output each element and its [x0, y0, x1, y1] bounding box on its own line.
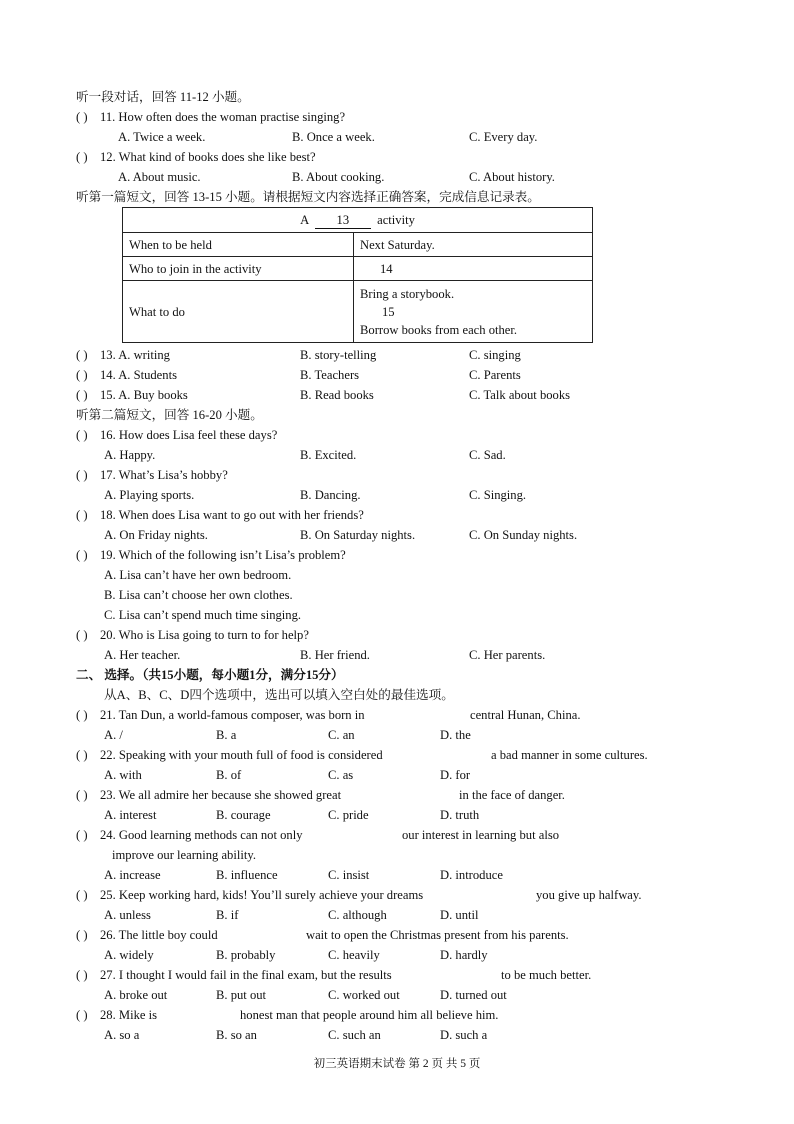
question-27-stem-end: to be much better. — [501, 968, 592, 982]
option-c: C. insist — [328, 868, 370, 882]
answer-bracket[interactable]: ( ) — [76, 368, 88, 382]
option-d: D. hardly — [440, 948, 488, 962]
option-c: C. singing — [469, 348, 521, 362]
section-heading-16-20: 听第二篇短文，回答 16-20 小题。 — [76, 408, 263, 422]
answer-bracket[interactable]: ( ) — [76, 928, 88, 942]
question-28-stem-end: honest man that people around him all believe him. — [240, 1008, 499, 1022]
question-23-stem-end: in the face of danger. — [459, 788, 565, 802]
answer-bracket[interactable]: ( ) — [76, 788, 88, 802]
option-d: D. such a — [440, 1028, 488, 1042]
question-21-stem: 21. Tan Dun, a world-famous composer, was born in — [100, 708, 365, 722]
table-line: Borrow books from each other. — [360, 322, 518, 337]
title-text: A — [300, 213, 309, 227]
option-c: C. an — [328, 728, 355, 742]
table-value: Next Saturday. — [354, 233, 593, 257]
option-b: B. influence — [216, 868, 278, 882]
blank-15: 15 — [382, 304, 395, 319]
option-a: A. On Friday nights. — [104, 528, 208, 542]
answer-bracket[interactable]: ( ) — [76, 1008, 88, 1022]
title-text: activity — [377, 213, 415, 227]
option-b: B. so an — [216, 1028, 257, 1042]
option-b: B. if — [216, 908, 239, 922]
option-d: D. introduce — [440, 868, 503, 882]
answer-bracket[interactable]: ( ) — [76, 708, 88, 722]
option-a: A. unless — [104, 908, 151, 922]
question-13-stem: 13. A. writing — [100, 348, 170, 362]
answer-bracket[interactable]: ( ) — [76, 150, 88, 164]
table-line: Bring a storybook. — [360, 286, 455, 301]
option-b: B. courage — [216, 808, 271, 822]
part-2-instruction: 从A、B、C、D四个选项中，选出可以填入空白处的最佳选项。 — [104, 688, 454, 702]
option-b: B. probably — [216, 948, 276, 962]
option-b: B. Teachers — [300, 368, 360, 382]
option-a: A. Happy. — [104, 448, 156, 462]
option-d: D. truth — [440, 808, 480, 822]
option-c: C. On Sunday nights. — [469, 528, 578, 542]
answer-bracket[interactable]: ( ) — [76, 388, 88, 402]
table-label: What to do — [123, 281, 354, 343]
option-a: A. interest — [104, 808, 157, 822]
option-c: C. as — [328, 768, 354, 782]
blank-14: 14 — [354, 257, 593, 281]
question-24-stem: 24. Good learning methods can not only — [100, 828, 303, 842]
option-a: A. Lisa can’t have her own bedroom. — [104, 568, 292, 582]
option-c: C. such an — [328, 1028, 381, 1042]
answer-bracket[interactable]: ( ) — [76, 110, 88, 124]
question-25-stem: 25. Keep working hard, kids! You’ll surely achieve your dreams — [100, 888, 424, 902]
part-2-heading: 二、 选择。（共15小题，每小题1分，满分15分） — [76, 668, 344, 682]
option-a: A. widely — [104, 948, 154, 962]
option-d: D. turned out — [440, 988, 507, 1002]
answer-bracket[interactable]: ( ) — [76, 628, 88, 642]
question-16-stem: 16. How does Lisa feel these days? — [100, 428, 278, 442]
option-c: C. Singing. — [469, 488, 527, 502]
question-15-stem: 15. A. Buy books — [100, 388, 188, 402]
option-b: B. Her friend. — [300, 648, 370, 662]
table-value-multiline — [354, 281, 593, 343]
option-b: B. a — [216, 728, 237, 742]
answer-bracket[interactable]: ( ) — [76, 348, 88, 362]
option-b: B. Read books — [300, 388, 374, 402]
option-a: A. so a — [104, 1028, 140, 1042]
section-heading-11-12: 听一段对话，回答 11-12 小题。 — [76, 90, 250, 104]
option-c: C. pride — [328, 808, 369, 822]
answer-bracket[interactable]: ( ) — [76, 888, 88, 902]
option-c: C. although — [328, 908, 387, 922]
option-b: B. Once a week. — [292, 130, 375, 144]
question-22-stem: 22. Speaking with your mouth full of food is considered — [100, 748, 383, 762]
section-heading-13-15: 听第一篇短文，回答 13-15 小题。请根据短文内容选择正确答案，完成信息记录表。 — [76, 190, 540, 204]
question-23-stem: 23. We all admire her because she showed great — [100, 788, 342, 802]
question-11-stem: 11. How often does the woman practise singing? — [100, 110, 346, 124]
answer-bracket[interactable]: ( ) — [76, 468, 88, 482]
option-d: D. for — [440, 768, 471, 782]
option-a: A. / — [104, 728, 123, 742]
blank-13: 13 — [315, 213, 371, 229]
question-24-stem-cont: improve our learning ability. — [112, 848, 256, 862]
option-c: C. Parents — [469, 368, 521, 382]
question-28-stem: 28. Mike is — [100, 1008, 158, 1022]
option-c: C. heavily — [328, 948, 380, 962]
question-18-stem: 18. When does Lisa want to go out with her friends? — [100, 508, 364, 522]
question-12-stem: 12. What kind of books does she like best? — [100, 150, 316, 164]
option-a: A. broke out — [104, 988, 168, 1002]
option-c: C. Talk about books — [469, 388, 571, 402]
question-17-stem: 17. What’s Lisa’s hobby? — [100, 468, 228, 482]
question-14-stem: 14. A. Students — [100, 368, 177, 382]
question-27-stem: 27. I thought I would fail in the final exam, but the results — [100, 968, 392, 982]
option-c: C. Her parents. — [469, 648, 546, 662]
option-b: B. story-telling — [300, 348, 377, 362]
option-a: A. Twice a week. — [118, 130, 206, 144]
page-footer: 初三英语期末试卷 第 2 页 共 5 页 — [313, 1058, 481, 1070]
question-24-stem-end: our interest in learning but also — [402, 828, 560, 842]
question-25-stem-end: you give up halfway. — [536, 888, 642, 902]
answer-bracket[interactable]: ( ) — [76, 748, 88, 762]
option-b: B. About cooking. — [292, 170, 385, 184]
option-b: B. put out — [216, 988, 267, 1002]
option-d: D. the — [440, 728, 471, 742]
option-a: A. Her teacher. — [104, 648, 181, 662]
option-d: D. until — [440, 908, 479, 922]
option-a: A. increase — [104, 868, 161, 882]
option-b: B. Excited. — [300, 448, 357, 462]
info-record-table — [122, 207, 593, 343]
table-label: Who to join in the activity — [123, 257, 354, 281]
option-a: A. with — [104, 768, 142, 782]
answer-bracket[interactable]: ( ) — [76, 548, 88, 562]
question-20-stem: 20. Who is Lisa going to turn to for help? — [100, 628, 309, 642]
answer-bracket[interactable]: ( ) — [76, 508, 88, 522]
option-c: C. Lisa can’t spend much time singing. — [104, 608, 302, 622]
option-c: C. Every day. — [469, 130, 538, 144]
option-c: C. worked out — [328, 988, 400, 1002]
option-a: A. Playing sports. — [104, 488, 195, 502]
answer-bracket[interactable]: ( ) — [76, 428, 88, 442]
answer-bracket[interactable]: ( ) — [76, 828, 88, 842]
option-b: B. Dancing. — [300, 488, 361, 502]
option-c: C. About history. — [469, 170, 555, 184]
table-label: When to be held — [123, 233, 354, 257]
option-b: B. of — [216, 768, 242, 782]
answer-bracket[interactable]: ( ) — [76, 968, 88, 982]
option-c: C. Sad. — [469, 448, 506, 462]
question-19-stem: 19. Which of the following isn’t Lisa’s problem? — [100, 548, 346, 562]
question-26-stem-end: wait to open the Christmas present from his parents. — [306, 928, 569, 942]
option-a: A. About music. — [118, 170, 201, 184]
question-26-stem: 26. The little boy could — [100, 928, 218, 942]
option-b: B. On Saturday nights. — [300, 528, 416, 542]
question-21-stem-end: central Hunan, China. — [470, 708, 581, 722]
question-22-stem-end: a bad manner in some cultures. — [491, 748, 648, 762]
option-b: B. Lisa can’t choose her own clothes. — [104, 588, 293, 602]
table-title — [123, 208, 593, 233]
